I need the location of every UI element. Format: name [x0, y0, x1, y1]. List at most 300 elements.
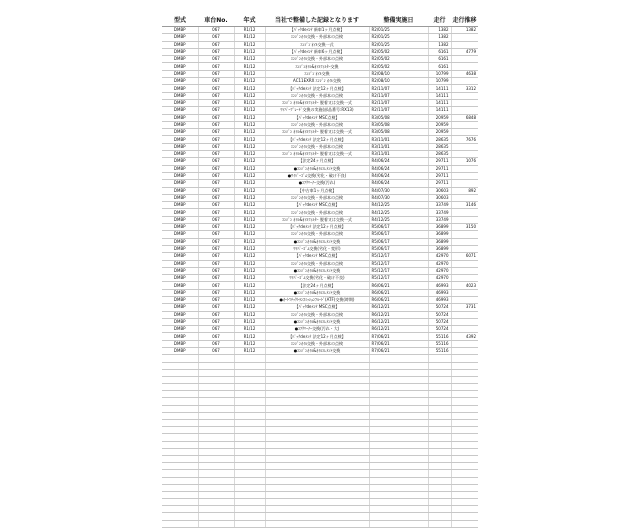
cell-mileage: 28635: [428, 136, 451, 143]
empty-cell: [234, 448, 265, 455]
empty-cell: [162, 477, 198, 484]
cell-mileage: 6161: [428, 48, 451, 55]
cell-date: R3/11/01: [369, 136, 428, 143]
cell-content: 【法定24ヶ月点検】: [265, 158, 369, 165]
empty-cell: [428, 491, 451, 498]
empty-cell: [369, 376, 428, 383]
empty-cell: [162, 355, 198, 362]
table-body: [162, 27, 478, 528]
cell-year: R1/12: [234, 99, 265, 106]
cell-date: R2/01/25: [369, 34, 428, 41]
cell-mileage: 29711: [428, 165, 451, 172]
table-row: [162, 27, 478, 34]
empty-row: [162, 491, 478, 498]
empty-cell: [198, 398, 234, 405]
cell-date: R5/12/17: [369, 260, 428, 267]
cell-mileage: 14111: [428, 92, 451, 99]
cell-delta: [451, 165, 478, 172]
cell-mileage: 20959: [428, 114, 451, 121]
cell-content: ｴﾝｼﾞﾝｵｲﾙ交換・外部本の点検: [265, 209, 369, 216]
cell-chassis: 067: [198, 129, 234, 136]
cell-delta: 3312: [451, 85, 478, 92]
cell-chassis: 067: [198, 180, 234, 187]
table-row: [162, 151, 478, 158]
empty-cell: [451, 506, 478, 513]
cell-content: ●ﾜｲﾊﾟｰｺﾞﾑ交換(劣化・破け不良): [265, 172, 369, 179]
cell-content: 【ﾊﾟｯｸdeﾒﾝﾃ 法定12ヶ月点検】: [265, 136, 369, 143]
cell-model: DMBP: [162, 151, 198, 158]
cell-model: DMBP: [162, 224, 198, 231]
cell-date: R7/06/21: [369, 348, 428, 355]
cell-delta: [451, 289, 478, 296]
table-row: [162, 318, 478, 325]
empty-cell: [428, 362, 451, 369]
cell-mileage: 14111: [428, 107, 451, 114]
cell-delta: [451, 348, 478, 355]
empty-cell: [198, 412, 234, 419]
cell-delta: 3146: [451, 202, 478, 209]
cell-model: DMBP: [162, 41, 198, 48]
cell-year: R1/12: [234, 129, 265, 136]
cell-chassis: 067: [198, 34, 234, 41]
cell-date: R3/05/08: [369, 129, 428, 136]
cell-model: DMBP: [162, 165, 198, 172]
cell-model: DMBP: [162, 296, 198, 303]
empty-row: [162, 506, 478, 513]
empty-cell: [451, 520, 478, 527]
empty-cell: [369, 355, 428, 362]
cell-year: R1/12: [234, 48, 265, 55]
empty-cell: [162, 384, 198, 391]
empty-cell: [234, 362, 265, 369]
empty-row: [162, 362, 478, 369]
header-model: 型式: [162, 12, 198, 27]
cell-year: R1/12: [234, 56, 265, 63]
empty-row: [162, 484, 478, 491]
cell-model: DMBP: [162, 216, 198, 223]
cell-year: R1/12: [234, 318, 265, 325]
cell-model: DMBP: [162, 70, 198, 77]
table-row: [162, 114, 478, 121]
empty-row: [162, 455, 478, 462]
empty-cell: [234, 434, 265, 441]
cell-mileage: 55116: [428, 340, 451, 347]
cell-model: DMBP: [162, 326, 198, 333]
cell-year: R1/12: [234, 121, 265, 128]
cell-delta: [451, 267, 478, 274]
cell-content: 【ﾊﾟｯｸdeﾒﾝﾃ 法定12ヶ月点検】: [265, 333, 369, 340]
cell-mileage: 42970: [428, 275, 451, 282]
cell-year: R1/12: [234, 238, 265, 245]
cell-chassis: 067: [198, 121, 234, 128]
empty-cell: [162, 499, 198, 506]
cell-delta: [451, 209, 478, 216]
empty-row: [162, 420, 478, 427]
empty-cell: [451, 398, 478, 405]
cell-delta: 4638: [451, 70, 478, 77]
empty-cell: [162, 520, 198, 527]
cell-date: R3/11/01: [369, 143, 428, 150]
cell-content: ｴﾝｼﾞﾝｵｲﾙ交換・外部本の点検: [265, 56, 369, 63]
empty-cell: [265, 412, 369, 419]
cell-content: AC11EXRX ｴﾝｼﾞﾝ ｵｲﾙ交換: [265, 78, 369, 85]
cell-model: DMBP: [162, 194, 198, 201]
cell-year: R1/12: [234, 114, 265, 121]
cell-year: R1/12: [234, 267, 265, 274]
cell-mileage: 42970: [428, 260, 451, 267]
empty-cell: [428, 506, 451, 513]
cell-delta: [451, 296, 478, 303]
cell-year: R1/12: [234, 151, 265, 158]
cell-chassis: 067: [198, 172, 234, 179]
empty-cell: [198, 405, 234, 412]
cell-year: R1/12: [234, 158, 265, 165]
cell-year: R1/12: [234, 202, 265, 209]
cell-model: DMBP: [162, 180, 198, 187]
cell-delta: 1076: [451, 158, 478, 165]
maintenance-record-sheet: [162, 12, 478, 528]
cell-date: R4/12/25: [369, 209, 428, 216]
cell-delta: [451, 78, 478, 85]
empty-cell: [369, 463, 428, 470]
cell-model: DMBP: [162, 304, 198, 311]
cell-mileage: 6161: [428, 63, 451, 70]
table-row: [162, 224, 478, 231]
empty-cell: [428, 484, 451, 491]
cell-model: DMBP: [162, 282, 198, 289]
cell-date: R5/06/17: [369, 231, 428, 238]
cell-model: DMBP: [162, 245, 198, 252]
empty-cell: [265, 369, 369, 376]
cell-chassis: 067: [198, 107, 234, 114]
cell-delta: [451, 180, 478, 187]
empty-cell: [369, 384, 428, 391]
cell-chassis: 067: [198, 282, 234, 289]
empty-cell: [451, 420, 478, 427]
cell-year: R1/12: [234, 85, 265, 92]
cell-year: R1/12: [234, 78, 265, 85]
cell-chassis: 067: [198, 48, 234, 55]
empty-cell: [234, 405, 265, 412]
empty-cell: [369, 420, 428, 427]
cell-content: ﾜｲﾊﾟｰｺﾞﾑ交換(劣化・変形): [265, 245, 369, 252]
cell-mileage: 28635: [428, 143, 451, 150]
cell-mileage: 36899: [428, 231, 451, 238]
empty-cell: [198, 448, 234, 455]
cell-mileage: 10799: [428, 78, 451, 85]
cell-year: R1/12: [234, 326, 265, 333]
empty-cell: [265, 506, 369, 513]
empty-cell: [265, 376, 369, 383]
cell-chassis: 067: [198, 224, 234, 231]
empty-cell: [369, 520, 428, 527]
cell-delta: [451, 194, 478, 201]
cell-content: 【ﾊﾟｯｸdeﾒﾝﾃ MSC点検】: [265, 304, 369, 311]
cell-mileage: 1382: [428, 41, 451, 48]
empty-cell: [451, 384, 478, 391]
cell-delta: 4023: [451, 282, 478, 289]
header-record-title: 当社で整備した記録となります: [265, 12, 369, 27]
cell-delta: [451, 245, 478, 252]
table-row: [162, 165, 478, 172]
empty-cell: [265, 362, 369, 369]
cell-content: ●ｴﾝｼﾞﾝｵｲﾙ&ｵｲﾙｴﾚﾒﾝﾄ交換: [265, 165, 369, 172]
empty-cell: [369, 513, 428, 520]
empty-cell: [369, 369, 428, 376]
cell-delta: 892: [451, 187, 478, 194]
cell-delta: [451, 311, 478, 318]
cell-year: R1/12: [234, 253, 265, 260]
cell-content: 【ﾊﾟｯｸdeﾒﾝﾃ 法定12ヶ月点検】: [265, 224, 369, 231]
empty-cell: [234, 491, 265, 498]
table-row: [162, 311, 478, 318]
empty-cell: [369, 499, 428, 506]
table-row: [162, 282, 478, 289]
cell-year: R1/12: [234, 70, 265, 77]
cell-content: 【ﾊﾟｯｸdeﾒﾝﾃ 法定12ヶ月点検】: [265, 85, 369, 92]
cell-delta: [451, 275, 478, 282]
cell-model: DMBP: [162, 48, 198, 55]
cell-content: ●ｴﾝｼﾞﾝｵｲﾙ&ｵｲﾙｴﾚﾒﾝﾄ交換: [265, 348, 369, 355]
cell-delta: [451, 99, 478, 106]
empty-cell: [234, 391, 265, 398]
empty-cell: [369, 470, 428, 477]
empty-cell: [451, 463, 478, 470]
cell-date: R3/05/08: [369, 121, 428, 128]
empty-cell: [234, 441, 265, 448]
table-row: [162, 56, 478, 63]
table-row: [162, 187, 478, 194]
empty-cell: [428, 441, 451, 448]
cell-delta: [451, 231, 478, 238]
cell-date: R4/07/30: [369, 194, 428, 201]
empty-cell: [162, 463, 198, 470]
empty-cell: [265, 520, 369, 527]
cell-content: ｴﾝｼﾞﾝｵｲﾙ交換・外部本の点検: [265, 311, 369, 318]
cell-year: R1/12: [234, 41, 265, 48]
cell-delta: [451, 238, 478, 245]
cell-content: 【ﾊﾟｯｸdeﾒﾝﾃ MSC点検】: [265, 253, 369, 260]
cell-year: R1/12: [234, 180, 265, 187]
empty-cell: [369, 362, 428, 369]
header-mileage: 走行: [428, 12, 451, 27]
empty-cell: [428, 470, 451, 477]
empty-cell: [198, 455, 234, 462]
empty-cell: [234, 427, 265, 434]
empty-row: [162, 427, 478, 434]
cell-content: ﾜｲﾊﾟｰﾌﾞﾚｰﾄﾞ交換の実施(部品番号:RX13): [265, 107, 369, 114]
cell-model: DMBP: [162, 56, 198, 63]
empty-cell: [198, 355, 234, 362]
cell-chassis: 067: [198, 143, 234, 150]
table-row: [162, 63, 478, 70]
empty-cell: [451, 391, 478, 398]
empty-cell: [369, 491, 428, 498]
cell-content: ●ｴｱｸﾘｰﾅｰ交換(汚れ・大): [265, 326, 369, 333]
cell-mileage: 42970: [428, 253, 451, 260]
empty-cell: [234, 384, 265, 391]
empty-cell: [428, 520, 451, 527]
empty-cell: [198, 384, 234, 391]
cell-delta: [451, 92, 478, 99]
cell-mileage: 14111: [428, 99, 451, 106]
cell-year: R1/12: [234, 187, 265, 194]
cell-year: R1/12: [234, 165, 265, 172]
empty-cell: [265, 455, 369, 462]
cell-year: R1/12: [234, 209, 265, 216]
cell-model: DMBP: [162, 253, 198, 260]
cell-mileage: 36899: [428, 238, 451, 245]
cell-year: R1/12: [234, 304, 265, 311]
cell-model: DMBP: [162, 92, 198, 99]
cell-year: R1/12: [234, 143, 265, 150]
cell-delta: [451, 340, 478, 347]
cell-content: 【法定24ヶ月点検】: [265, 282, 369, 289]
empty-cell: [234, 355, 265, 362]
empty-cell: [451, 499, 478, 506]
cell-model: DMBP: [162, 238, 198, 245]
empty-cell: [198, 520, 234, 527]
cell-date: R7/06/21: [369, 333, 428, 340]
cell-date: R6/06/21: [369, 282, 428, 289]
cell-year: R1/12: [234, 27, 265, 34]
cell-chassis: 067: [198, 238, 234, 245]
cell-content: ｴﾝｼﾞﾝｵｲﾙ交換・外部本の点検: [265, 260, 369, 267]
cell-date: R4/12/25: [369, 202, 428, 209]
cell-chassis: 067: [198, 41, 234, 48]
empty-cell: [234, 398, 265, 405]
cell-year: R1/12: [234, 216, 265, 223]
table-row: [162, 253, 478, 260]
empty-cell: [428, 355, 451, 362]
empty-cell: [234, 412, 265, 419]
table-row: [162, 209, 478, 216]
header-mileage-delta: 走行推移: [451, 12, 478, 27]
cell-content: ｴﾝｼﾞﾝｵｲﾙ&ｵｲﾙﾌｨﾙﾀｰ交換: [265, 63, 369, 70]
empty-cell: [428, 376, 451, 383]
cell-date: R4/06/24: [369, 165, 428, 172]
cell-model: DMBP: [162, 187, 198, 194]
header-chassis-no: 車台No.: [198, 12, 234, 27]
empty-row: [162, 391, 478, 398]
cell-content: ｴﾝｼﾞﾝｵｲﾙ交換・外部本の点検: [265, 92, 369, 99]
empty-cell: [451, 484, 478, 491]
empty-cell: [162, 391, 198, 398]
cell-chassis: 067: [198, 311, 234, 318]
cell-content: 【ﾊﾟｯｸdeﾒﾝﾃ MSC点検】: [265, 202, 369, 209]
empty-cell: [162, 491, 198, 498]
cell-year: R1/12: [234, 245, 265, 252]
cell-chassis: 067: [198, 187, 234, 194]
empty-cell: [198, 441, 234, 448]
table-row: [162, 34, 478, 41]
cell-chassis: 067: [198, 348, 234, 355]
cell-mileage: 6161: [428, 56, 451, 63]
empty-cell: [428, 420, 451, 427]
cell-content: ｴﾝｼﾞﾝｵｲﾙ交換・外部本の点検: [265, 340, 369, 347]
empty-cell: [451, 448, 478, 455]
cell-mileage: 36899: [428, 224, 451, 231]
cell-delta: [451, 260, 478, 267]
cell-content: 【ﾊﾟｯｸdeﾒﾝﾃ 新車1ヶ月点検】: [265, 27, 369, 34]
empty-cell: [451, 427, 478, 434]
cell-delta: [451, 34, 478, 41]
cell-model: DMBP: [162, 107, 198, 114]
empty-cell: [451, 369, 478, 376]
cell-year: R1/12: [234, 172, 265, 179]
empty-cell: [428, 477, 451, 484]
cell-content: ｴﾝｼﾞﾝｵｲﾙ交換・外部本の点検: [265, 231, 369, 238]
empty-cell: [198, 427, 234, 434]
cell-model: DMBP: [162, 136, 198, 143]
cell-year: R1/12: [234, 231, 265, 238]
cell-chassis: 067: [198, 78, 234, 85]
empty-cell: [162, 470, 198, 477]
cell-mileage: 28635: [428, 151, 451, 158]
empty-cell: [162, 448, 198, 455]
table-row: [162, 333, 478, 340]
cell-mileage: 46993: [428, 296, 451, 303]
cell-mileage: 30603: [428, 187, 451, 194]
cell-chassis: 067: [198, 85, 234, 92]
cell-model: DMBP: [162, 78, 198, 85]
cell-model: DMBP: [162, 121, 198, 128]
empty-cell: [369, 455, 428, 462]
empty-cell: [428, 427, 451, 434]
cell-date: R2/01/25: [369, 27, 428, 34]
table-row: [162, 260, 478, 267]
cell-date: R5/06/17: [369, 238, 428, 245]
empty-cell: [265, 491, 369, 498]
empty-cell: [428, 463, 451, 470]
cell-mileage: 1382: [428, 27, 451, 34]
empty-cell: [162, 398, 198, 405]
empty-cell: [265, 384, 369, 391]
cell-date: R2/08/10: [369, 70, 428, 77]
table-row: [162, 289, 478, 296]
cell-delta: [451, 63, 478, 70]
cell-content: 【中古車1ヶ月点検】: [265, 187, 369, 194]
cell-date: R6/12/21: [369, 311, 428, 318]
cell-chassis: 067: [198, 326, 234, 333]
cell-mileage: 50724: [428, 318, 451, 325]
empty-cell: [369, 427, 428, 434]
empty-cell: [162, 434, 198, 441]
cell-content: ｴﾝｼﾞﾝｵｲﾙ交換・外部本の点検: [265, 121, 369, 128]
cell-content: ｴﾝｼﾞﾝｵｲﾙ交換・外部本の点検: [265, 194, 369, 201]
empty-row: [162, 412, 478, 419]
cell-chassis: 067: [198, 114, 234, 121]
cell-delta: [451, 143, 478, 150]
empty-cell: [234, 477, 265, 484]
cell-mileage: 29711: [428, 180, 451, 187]
empty-cell: [265, 427, 369, 434]
cell-chassis: 067: [198, 216, 234, 223]
empty-cell: [451, 441, 478, 448]
cell-chassis: 067: [198, 340, 234, 347]
cell-model: DMBP: [162, 129, 198, 136]
cell-date: R6/06/21: [369, 296, 428, 303]
cell-chassis: 067: [198, 231, 234, 238]
table-row: [162, 92, 478, 99]
cell-year: R1/12: [234, 260, 265, 267]
table-row: [162, 85, 478, 92]
empty-cell: [428, 455, 451, 462]
cell-content: ｴﾝｼﾞﾝｵｲﾙ交換・外部本の点検: [265, 34, 369, 41]
empty-cell: [162, 513, 198, 520]
empty-row: [162, 369, 478, 376]
cell-model: DMBP: [162, 231, 198, 238]
